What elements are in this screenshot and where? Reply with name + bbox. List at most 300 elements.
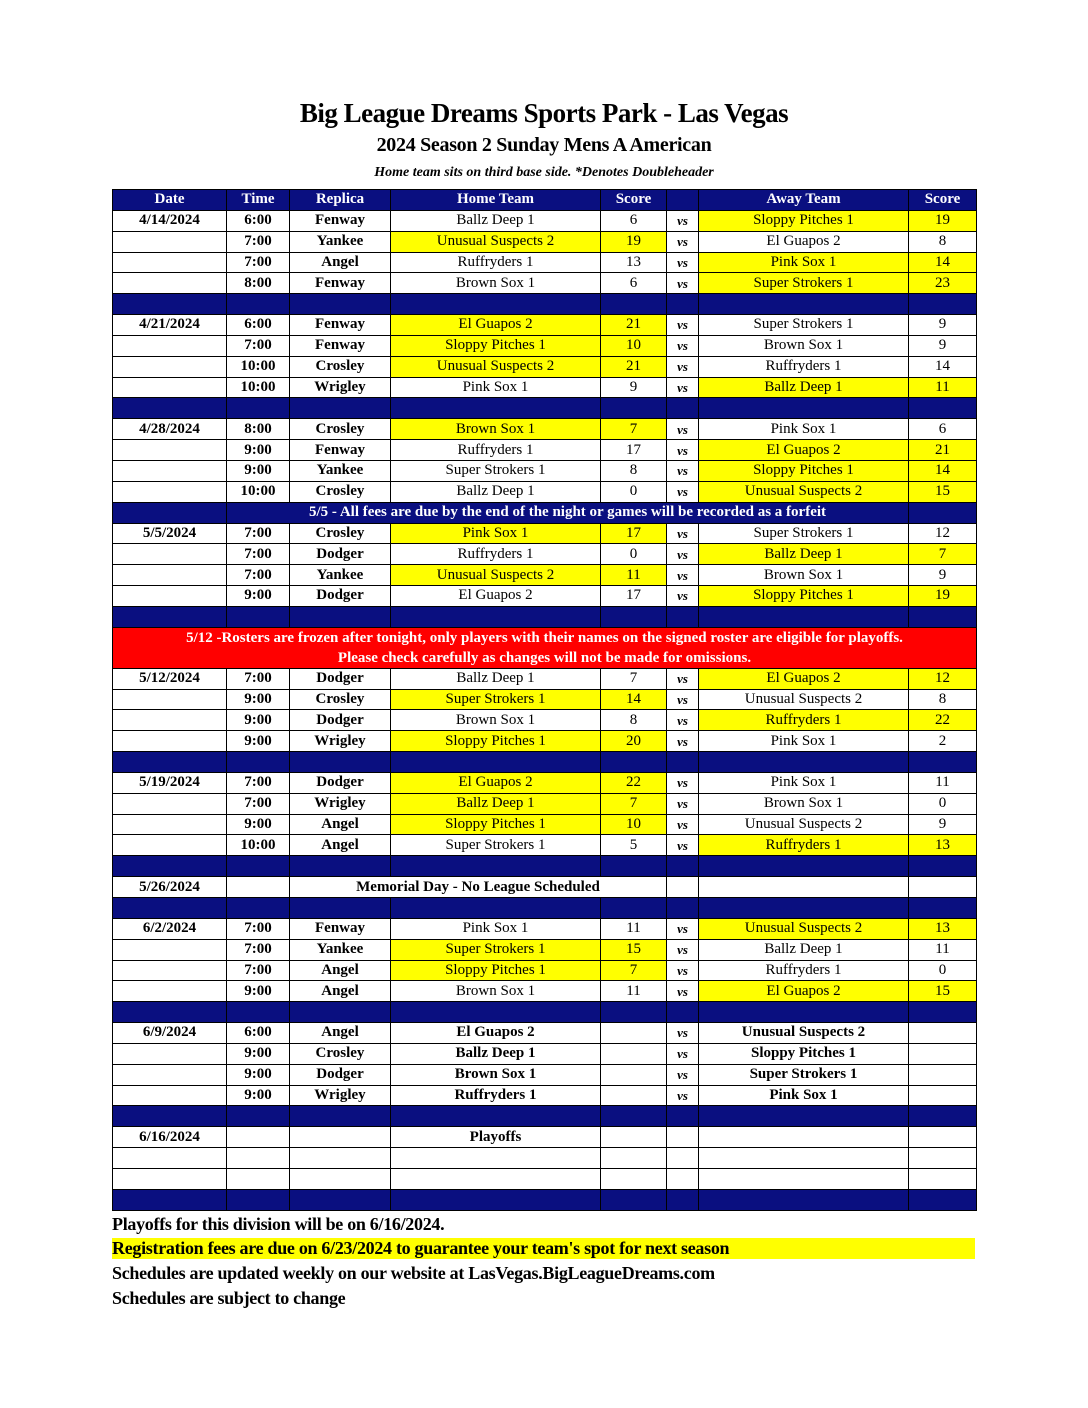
game-row xyxy=(113,356,977,377)
away-team-cell: El Guapos 2 xyxy=(699,440,909,461)
separator-cell xyxy=(391,1106,601,1127)
home-score-cell: 14 xyxy=(601,689,667,710)
date-cell: 5/26/2024 xyxy=(113,877,227,898)
separator-cell xyxy=(699,398,909,419)
separator-cell xyxy=(391,606,601,627)
away-score-cell: 19 xyxy=(909,210,977,231)
away-team-cell: Ballz Deep 1 xyxy=(699,544,909,565)
table-header-row xyxy=(113,190,977,211)
away-team-cell: Pink Sox 1 xyxy=(699,419,909,440)
date-cell xyxy=(113,960,227,981)
time-cell: 7:00 xyxy=(227,772,290,793)
home-score-cell: 21 xyxy=(601,315,667,336)
time-cell: 7:00 xyxy=(227,335,290,356)
vs-cell: vs xyxy=(667,377,699,398)
away-score-cell: 9 xyxy=(909,315,977,336)
separator-cell xyxy=(113,1002,227,1023)
date-cell xyxy=(113,939,227,960)
vs-cell: vs xyxy=(667,440,699,461)
replica-field-cell: Wrigley xyxy=(290,1085,391,1106)
vs-cell: vs xyxy=(667,668,699,689)
date-cell: 5/5/2024 xyxy=(113,523,227,544)
time-cell: 10:00 xyxy=(227,356,290,377)
date-cell xyxy=(113,981,227,1002)
home-score-cell: 7 xyxy=(601,419,667,440)
roster-alert-line: 5/12 -Rosters are frozen after tonight, only players with their names on the signed roster are eligible for playoffs. xyxy=(186,629,903,646)
home-team-cell: Ballz Deep 1 xyxy=(391,481,601,502)
time-cell: 8:00 xyxy=(227,273,290,294)
game-row xyxy=(113,710,977,731)
separator-cell xyxy=(601,294,667,315)
date-cell xyxy=(113,835,227,856)
separator-cell xyxy=(227,856,290,877)
home-score-cell: 8 xyxy=(601,710,667,731)
away-score-cell: 9 xyxy=(909,814,977,835)
game-row xyxy=(113,460,977,481)
separator-cell xyxy=(699,898,909,919)
replica-field-cell: Dodger xyxy=(290,544,391,565)
home-team-cell: Brown Sox 1 xyxy=(391,273,601,294)
home-team-cell: Unusual Suspects 2 xyxy=(391,231,601,252)
away-score-cell: 8 xyxy=(909,689,977,710)
empty-cell xyxy=(909,1127,977,1148)
separator-row xyxy=(113,294,977,315)
away-score-cell xyxy=(909,1064,977,1085)
empty-cell xyxy=(667,1148,699,1169)
vs-cell: vs xyxy=(667,731,699,752)
separator-cell xyxy=(909,752,977,773)
separator-row xyxy=(113,398,977,419)
time-cell: 9:00 xyxy=(227,1085,290,1106)
vs-cell: vs xyxy=(667,565,699,586)
home-team-cell: Brown Sox 1 xyxy=(391,710,601,731)
separator-cell xyxy=(667,752,699,773)
game-row xyxy=(113,481,977,502)
time-cell: 7:00 xyxy=(227,960,290,981)
time-cell: 9:00 xyxy=(227,731,290,752)
date-cell xyxy=(113,460,227,481)
roster-alert-row xyxy=(113,627,977,668)
home-score-cell: 11 xyxy=(601,565,667,586)
empty-cell xyxy=(227,1168,290,1189)
time-cell: 7:00 xyxy=(227,565,290,586)
home-team-cell: El Guapos 2 xyxy=(391,315,601,336)
table-row xyxy=(113,877,977,898)
time-cell: 9:00 xyxy=(227,689,290,710)
replica-field-cell: Crosley xyxy=(290,523,391,544)
time-cell: 7:00 xyxy=(227,252,290,273)
home-score-cell: 0 xyxy=(601,544,667,565)
home-score-cell: 6 xyxy=(601,273,667,294)
vs-cell: vs xyxy=(667,835,699,856)
vs-cell: vs xyxy=(667,939,699,960)
roster-alert xyxy=(113,627,977,668)
header-replica: Replica xyxy=(290,190,391,211)
time-cell xyxy=(227,877,290,898)
date-cell xyxy=(113,731,227,752)
away-score-cell: 7 xyxy=(909,544,977,565)
replica-field-cell: Angel xyxy=(290,814,391,835)
home-team-cell: Brown Sox 1 xyxy=(391,1064,601,1085)
time-cell: 9:00 xyxy=(227,586,290,607)
time-cell: 9:00 xyxy=(227,1043,290,1064)
vs-cell: vs xyxy=(667,315,699,336)
header-time: Time xyxy=(227,190,290,211)
page-subtitle: 2024 Season 2 Sunday Mens A American xyxy=(376,134,712,156)
home-score-cell: 7 xyxy=(601,668,667,689)
away-score-cell: 12 xyxy=(909,523,977,544)
replica-cell xyxy=(290,1127,391,1148)
replica-field-cell: Fenway xyxy=(290,315,391,336)
separator-cell xyxy=(113,502,227,523)
game-row xyxy=(113,315,977,336)
empty-cell xyxy=(601,1127,667,1148)
time-cell: 9:00 xyxy=(227,1064,290,1085)
separator-cell xyxy=(290,1002,391,1023)
separator-cell xyxy=(391,398,601,419)
home-score-cell: 7 xyxy=(601,793,667,814)
vs-cell: vs xyxy=(667,710,699,731)
date-cell xyxy=(113,377,227,398)
home-team-cell: Ballz Deep 1 xyxy=(391,668,601,689)
date-cell: 4/21/2024 xyxy=(113,315,227,336)
time-cell: 9:00 xyxy=(227,440,290,461)
away-score-cell: 13 xyxy=(909,918,977,939)
replica-field-cell: Fenway xyxy=(290,918,391,939)
home-team-cell: Brown Sox 1 xyxy=(391,981,601,1002)
home-score-cell: 17 xyxy=(601,440,667,461)
empty-cell xyxy=(227,1148,290,1169)
separator-cell xyxy=(227,606,290,627)
home-team-cell: Sloppy Pitches 1 xyxy=(391,731,601,752)
date-cell xyxy=(113,565,227,586)
separator-cell xyxy=(113,1189,227,1210)
time-cell: 9:00 xyxy=(227,460,290,481)
home-team-cell: Super Strokers 1 xyxy=(391,689,601,710)
away-score-cell: 15 xyxy=(909,481,977,502)
away-score-cell: 0 xyxy=(909,960,977,981)
time-cell xyxy=(227,1127,290,1148)
date-cell xyxy=(113,356,227,377)
header-date: Date xyxy=(113,190,227,211)
date-cell: 6/16/2024 xyxy=(113,1127,227,1148)
separator-cell xyxy=(699,1002,909,1023)
game-row xyxy=(113,419,977,440)
vs-cell: vs xyxy=(667,1064,699,1085)
away-team-cell: Unusual Suspects 2 xyxy=(699,481,909,502)
date-cell: 4/14/2024 xyxy=(113,210,227,231)
home-team-cell: Ruffryders 1 xyxy=(391,252,601,273)
separator-cell xyxy=(699,856,909,877)
separator-cell xyxy=(601,1106,667,1127)
separator-cell xyxy=(290,898,391,919)
replica-field-cell: Wrigley xyxy=(290,731,391,752)
separator-cell xyxy=(391,898,601,919)
away-team-cell: Ballz Deep 1 xyxy=(699,939,909,960)
home-score-cell: 11 xyxy=(601,981,667,1002)
away-score-cell: 0 xyxy=(909,793,977,814)
separator-cell xyxy=(667,1189,699,1210)
roster-alert-line: Please check carefully as changes will not be made for omissions. xyxy=(337,649,752,666)
home-team-cell: El Guapos 2 xyxy=(391,1023,601,1044)
vs-cell: vs xyxy=(667,335,699,356)
header-home-score: Score xyxy=(601,190,667,211)
away-score-cell: 13 xyxy=(909,835,977,856)
vs-cell: vs xyxy=(667,1023,699,1044)
away-team-cell: Sloppy Pitches 1 xyxy=(699,586,909,607)
separator-cell xyxy=(667,1002,699,1023)
home-team-cell: Ruffryders 1 xyxy=(391,440,601,461)
table-row xyxy=(113,1127,977,1148)
game-row xyxy=(113,1064,977,1085)
replica-field-cell: Dodger xyxy=(290,668,391,689)
home-team-cell: Pink Sox 1 xyxy=(391,377,601,398)
home-team-cell: Ballz Deep 1 xyxy=(391,1043,601,1064)
separator-cell xyxy=(113,606,227,627)
game-row xyxy=(113,918,977,939)
vs-cell: vs xyxy=(667,419,699,440)
separator-cell xyxy=(391,856,601,877)
replica-field-cell: Dodger xyxy=(290,586,391,607)
header-away-score: Score xyxy=(909,190,977,211)
separator-cell xyxy=(227,294,290,315)
separator-cell xyxy=(227,1106,290,1127)
date-cell: 4/28/2024 xyxy=(113,419,227,440)
away-team-cell: Unusual Suspects 2 xyxy=(699,918,909,939)
game-row xyxy=(113,981,977,1002)
separator-cell xyxy=(909,294,977,315)
date-cell xyxy=(113,710,227,731)
date-cell xyxy=(113,814,227,835)
away-team-cell: Super Strokers 1 xyxy=(699,523,909,544)
home-team-cell: Unusual Suspects 2 xyxy=(391,565,601,586)
separator-cell xyxy=(227,1002,290,1023)
time-cell: 9:00 xyxy=(227,710,290,731)
away-team-cell: Ruffryders 1 xyxy=(699,960,909,981)
empty-cell xyxy=(391,1168,601,1189)
empty-cell xyxy=(113,1148,227,1169)
separator-cell xyxy=(290,856,391,877)
replica-field-cell: Wrigley xyxy=(290,377,391,398)
away-team-cell: El Guapos 2 xyxy=(699,231,909,252)
date-cell: 5/12/2024 xyxy=(113,668,227,689)
home-team-cell: Ruffryders 1 xyxy=(391,544,601,565)
vs-cell: vs xyxy=(667,252,699,273)
home-team-cell: Super Strokers 1 xyxy=(391,460,601,481)
game-row xyxy=(113,939,977,960)
home-team-cell: Pink Sox 1 xyxy=(391,523,601,544)
separator-row xyxy=(113,752,977,773)
home-team-cell: Sloppy Pitches 1 xyxy=(391,960,601,981)
footer-playoffs: Playoffs for this division will be on 6/16/2024. xyxy=(112,1214,445,1234)
empty-cell xyxy=(909,1168,977,1189)
time-cell: 7:00 xyxy=(227,668,290,689)
separator-row xyxy=(113,1106,977,1127)
game-row xyxy=(113,565,977,586)
home-score-cell: 9 xyxy=(601,377,667,398)
empty-cell xyxy=(391,1148,601,1169)
replica-field-cell: Angel xyxy=(290,960,391,981)
replica-field-cell: Dodger xyxy=(290,1064,391,1085)
vs-cell: vs xyxy=(667,544,699,565)
replica-field-cell: Fenway xyxy=(290,273,391,294)
away-team-cell: Unusual Suspects 2 xyxy=(699,689,909,710)
vs-cell: vs xyxy=(667,523,699,544)
separator-cell xyxy=(667,398,699,419)
date-cell xyxy=(113,1085,227,1106)
header-away-team: Away Team xyxy=(699,190,909,211)
date-cell: 6/2/2024 xyxy=(113,918,227,939)
home-score-cell: 21 xyxy=(601,356,667,377)
date-cell xyxy=(113,252,227,273)
date-cell xyxy=(113,481,227,502)
game-row xyxy=(113,231,977,252)
date-cell xyxy=(113,544,227,565)
date-cell xyxy=(113,440,227,461)
replica-field-cell: Yankee xyxy=(290,565,391,586)
separator-cell xyxy=(113,398,227,419)
home-score-cell: 6 xyxy=(601,210,667,231)
away-team-cell: Ruffryders 1 xyxy=(699,356,909,377)
time-cell: 6:00 xyxy=(227,1023,290,1044)
schedule-table xyxy=(112,189,977,1211)
separator-cell xyxy=(601,1002,667,1023)
time-cell: 7:00 xyxy=(227,523,290,544)
replica-field-cell: Wrigley xyxy=(290,793,391,814)
separator-cell xyxy=(667,294,699,315)
header-vs xyxy=(667,190,699,211)
separator-cell xyxy=(699,606,909,627)
game-row xyxy=(113,252,977,273)
separator-cell xyxy=(290,606,391,627)
separator-cell xyxy=(227,752,290,773)
separator-cell xyxy=(909,1106,977,1127)
away-score-cell: 6 xyxy=(909,419,977,440)
away-score-cell: 11 xyxy=(909,377,977,398)
away-score-cell xyxy=(909,1023,977,1044)
away-score-cell xyxy=(909,1043,977,1064)
separator-cell xyxy=(699,752,909,773)
separator-cell xyxy=(601,898,667,919)
away-team-cell xyxy=(699,877,909,898)
separator-cell xyxy=(667,606,699,627)
vs-cell: vs xyxy=(667,814,699,835)
away-team-cell: Brown Sox 1 xyxy=(699,793,909,814)
empty-cell xyxy=(699,1127,909,1148)
separator-cell xyxy=(601,606,667,627)
separator-cell xyxy=(290,1106,391,1127)
home-score-cell: 17 xyxy=(601,523,667,544)
time-cell: 7:00 xyxy=(227,939,290,960)
game-row xyxy=(113,689,977,710)
date-cell xyxy=(113,273,227,294)
game-row xyxy=(113,814,977,835)
replica-field-cell: Crosley xyxy=(290,1043,391,1064)
home-team-cell: Super Strokers 1 xyxy=(391,835,601,856)
home-score-cell: 7 xyxy=(601,960,667,981)
separator-cell xyxy=(113,1106,227,1127)
away-team-cell: Pink Sox 1 xyxy=(699,731,909,752)
vs-cell: vs xyxy=(667,586,699,607)
separator-cell xyxy=(290,752,391,773)
game-row xyxy=(113,210,977,231)
date-cell: 6/9/2024 xyxy=(113,1023,227,1044)
empty-cell xyxy=(601,1168,667,1189)
away-score-cell: 14 xyxy=(909,252,977,273)
separator-cell xyxy=(227,398,290,419)
separator-cell xyxy=(113,856,227,877)
game-row xyxy=(113,772,977,793)
page-title: Big League Dreams Sports Park - Las Vegas xyxy=(299,98,789,128)
away-team-cell: El Guapos 2 xyxy=(699,668,909,689)
home-team-cell: Super Strokers 1 xyxy=(391,939,601,960)
game-row xyxy=(113,377,977,398)
away-score-cell: 14 xyxy=(909,460,977,481)
away-score-cell: 23 xyxy=(909,273,977,294)
no-league-note: Memorial Day - No League Scheduled xyxy=(290,877,667,898)
vs-cell xyxy=(667,877,699,898)
date-cell xyxy=(113,689,227,710)
vs-cell: vs xyxy=(667,481,699,502)
separator-cell xyxy=(699,1189,909,1210)
home-score-cell xyxy=(601,1023,667,1044)
game-row xyxy=(113,668,977,689)
home-team-cell: Sloppy Pitches 1 xyxy=(391,335,601,356)
vs-cell: vs xyxy=(667,210,699,231)
game-row xyxy=(113,1085,977,1106)
date-cell xyxy=(113,231,227,252)
separator-row xyxy=(113,898,977,919)
empty-cell xyxy=(113,1168,227,1189)
away-score-cell: 15 xyxy=(909,981,977,1002)
empty-cell xyxy=(667,1168,699,1189)
separator-cell xyxy=(601,752,667,773)
separator-row xyxy=(113,606,977,627)
separator-cell xyxy=(113,294,227,315)
vs-cell: vs xyxy=(667,231,699,252)
separator-cell xyxy=(667,856,699,877)
date-cell xyxy=(113,335,227,356)
separator-cell xyxy=(909,1189,977,1210)
away-team-cell: Super Strokers 1 xyxy=(699,1064,909,1085)
replica-field-cell: Yankee xyxy=(290,939,391,960)
separator-cell xyxy=(909,898,977,919)
home-score-cell: 22 xyxy=(601,772,667,793)
fees-notice: 5/5 - All fees are due by the end of the night or games will be recorded as a forfeit xyxy=(227,502,909,523)
away-score-cell: 8 xyxy=(909,231,977,252)
empty-cell xyxy=(667,1127,699,1148)
date-cell xyxy=(113,1064,227,1085)
away-team-cell: Pink Sox 1 xyxy=(699,1085,909,1106)
away-team-cell: Pink Sox 1 xyxy=(699,252,909,273)
game-row xyxy=(113,731,977,752)
vs-cell: vs xyxy=(667,793,699,814)
home-score-cell xyxy=(601,1085,667,1106)
away-team-cell: Sloppy Pitches 1 xyxy=(699,1043,909,1064)
away-team-cell: Sloppy Pitches 1 xyxy=(699,210,909,231)
home-score-cell: 15 xyxy=(601,939,667,960)
separator-cell xyxy=(699,294,909,315)
home-score-cell: 13 xyxy=(601,252,667,273)
date-cell xyxy=(113,793,227,814)
home-score-cell: 8 xyxy=(601,460,667,481)
header-home-team: Home Team xyxy=(391,190,601,211)
away-score-cell xyxy=(909,877,977,898)
empty-cell xyxy=(601,1148,667,1169)
separator-cell xyxy=(909,398,977,419)
away-score-cell: 12 xyxy=(909,668,977,689)
replica-field-cell: Angel xyxy=(290,252,391,273)
